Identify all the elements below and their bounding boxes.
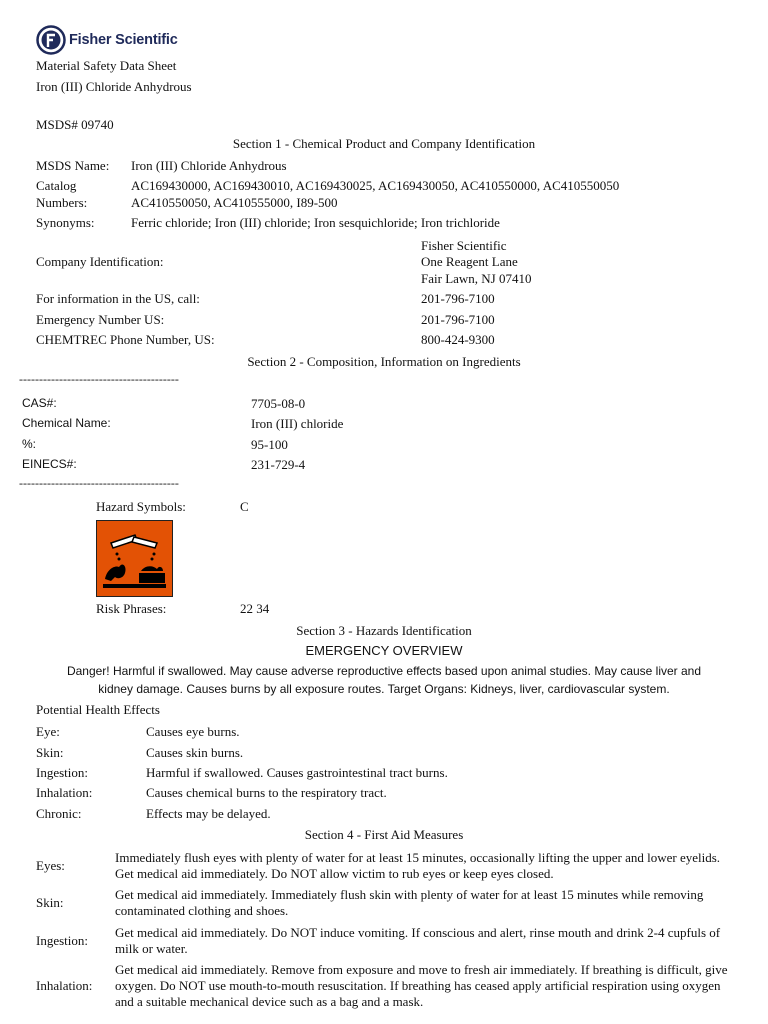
einecs-label: EINECS#: (22, 457, 77, 471)
chemtrec-label: CHEMTREC Phone Number, US: (36, 332, 215, 347)
first-aid-label-eyes: Eyes: (36, 858, 65, 873)
catalog-numbers-line-1: AC169430000, AC169430010, AC169430025, AC169430050, AC410550000, AC410550050 (131, 178, 620, 193)
emergency-overview-title: EMERGENCY OVERVIEW (305, 643, 463, 658)
corrosive-hazard-icon (97, 521, 172, 596)
effect-label-skin: Skin: (36, 745, 64, 760)
percent-value: 95-100 (251, 437, 288, 452)
brand-name: Fisher Scientific (69, 32, 178, 48)
chemtrec-phone: 800-424-9300 (421, 332, 495, 347)
percent-label: %: (22, 437, 37, 451)
info-label: For information in the US, call: (36, 291, 200, 306)
dashed-divider-2: ---------------------------------------- (19, 476, 179, 490)
first-aid-label-inhalation: Inhalation: (36, 978, 93, 993)
section-3-title: Section 3 - Hazards Identification (296, 623, 472, 638)
info-phone: 201-796-7100 (421, 291, 495, 306)
company-label: Company Identification: (36, 254, 164, 269)
hazard-symbols-value: C (240, 499, 249, 514)
effect-label-inhalation: Inhalation: (36, 785, 93, 800)
cas-value: 7705-08-0 (251, 396, 306, 411)
section-2-title: Section 2 - Composition, Information on Ingredients (247, 354, 521, 369)
first-aid-text-inhalation: Get medical aid immediately. Remove from exposure and move to fresh air immediately. If breathing is difficult, give oxygen. Do NOT use mouth-to-mouth resuscitation. If breathing has ceased apply artificial respiration using oxygen and a suitable mechanical device such as a bag and a mask. (115, 962, 728, 1009)
synonyms-value: Ferric chloride; Iron (III) chloride; Iron sesquichloride; Iron trichloride (131, 215, 500, 230)
section-1-title: Section 1 - Chemical Product and Company Identification (232, 136, 536, 151)
dashed-divider: ---------------------------------------- (19, 372, 179, 386)
effect-text-eye: Causes eye burns. (146, 724, 240, 739)
einecs-value: 231-729-4 (251, 457, 306, 472)
hazard-symbols-label: Hazard Symbols: (96, 499, 186, 514)
emergency-label: Emergency Number US: (36, 312, 165, 327)
first-aid-label-skin: Skin: (36, 895, 64, 910)
emergency-phone: 201-796-7100 (421, 312, 495, 327)
first-aid-label-ingestion: Ingestion: (36, 933, 88, 948)
msds-number: MSDS# 09740 (36, 117, 114, 132)
effect-text-ingestion: Harmful if swallowed. Causes gastrointestinal tract burns. (146, 765, 448, 780)
catalog-numbers-line-2: AC410550050, AC410555000, I89-500 (131, 195, 338, 210)
first-aid-text-ingestion: Get medical aid immediately. Do NOT induce vomiting. If conscious and alert, rinse mouth and drink 2-4 cupfuls of milk or water. (115, 925, 721, 956)
company-line-3: Fair Lawn, NJ 07410 (421, 271, 532, 286)
fisher-logo-icon (36, 25, 66, 55)
section-4-title: Section 4 - First Aid Measures (304, 827, 464, 842)
cas-label: CAS#: (22, 396, 57, 410)
synonyms-label: Synonyms: (36, 215, 95, 230)
msds-name-value: Iron (III) Chloride Anhydrous (131, 158, 287, 173)
brand-logo (36, 25, 178, 55)
chemical-name-label: Chemical Name: (22, 416, 111, 430)
company-line-2: One Reagent Lane (421, 254, 518, 269)
effect-text-skin: Causes skin burns. (146, 745, 244, 760)
effect-label-ingestion: Ingestion: (36, 765, 88, 780)
emergency-overview-line-2: kidney damage. Causes burns by all exposure routes. Target Organs: Kidneys, liver, cardiovascular system. (98, 682, 670, 696)
potential-health-effects-title: Potential Health Effects (36, 702, 160, 717)
msds-name-label: MSDS Name: (36, 158, 110, 173)
first-aid-text-skin: Get medical aid immediately. Immediately flush skin with plenty of water for at least 15 minutes while removing contaminated clothing and shoes. (115, 887, 704, 918)
product-name: Iron (III) Chloride Anhydrous (36, 79, 192, 94)
emergency-overview-line-1: Danger! Harmful if swallowed. May cause adverse reproductive effects based upon animal studies. May cause liver and (66, 664, 702, 678)
effect-text-chronic: Effects may be delayed. (146, 806, 271, 821)
effect-label-eye: Eye: (36, 724, 60, 739)
chemical-name-value: Iron (III) chloride (251, 416, 344, 431)
first-aid-text-eyes: Immediately flush eyes with plenty of water for at least 15 minutes, occasionally lifting the upper and lower eyelids. Get medical aid immediately. Do NOT allow victim to rub eyes or keep eyes closed. (115, 850, 721, 881)
document-type: Material Safety Data Sheet (36, 58, 177, 73)
catalog-label-2: Numbers: (36, 195, 88, 210)
effect-label-chronic: Chronic: (36, 806, 82, 821)
risk-phrases-label: Risk Phrases: (96, 601, 167, 616)
effect-text-inhalation: Causes chemical burns to the respiratory tract. (146, 785, 387, 800)
company-line-1: Fisher Scientific (421, 238, 507, 253)
catalog-label: Catalog (36, 178, 77, 193)
corrosive-hazard-symbol (96, 520, 173, 597)
risk-phrases-value: 22 34 (240, 601, 270, 616)
